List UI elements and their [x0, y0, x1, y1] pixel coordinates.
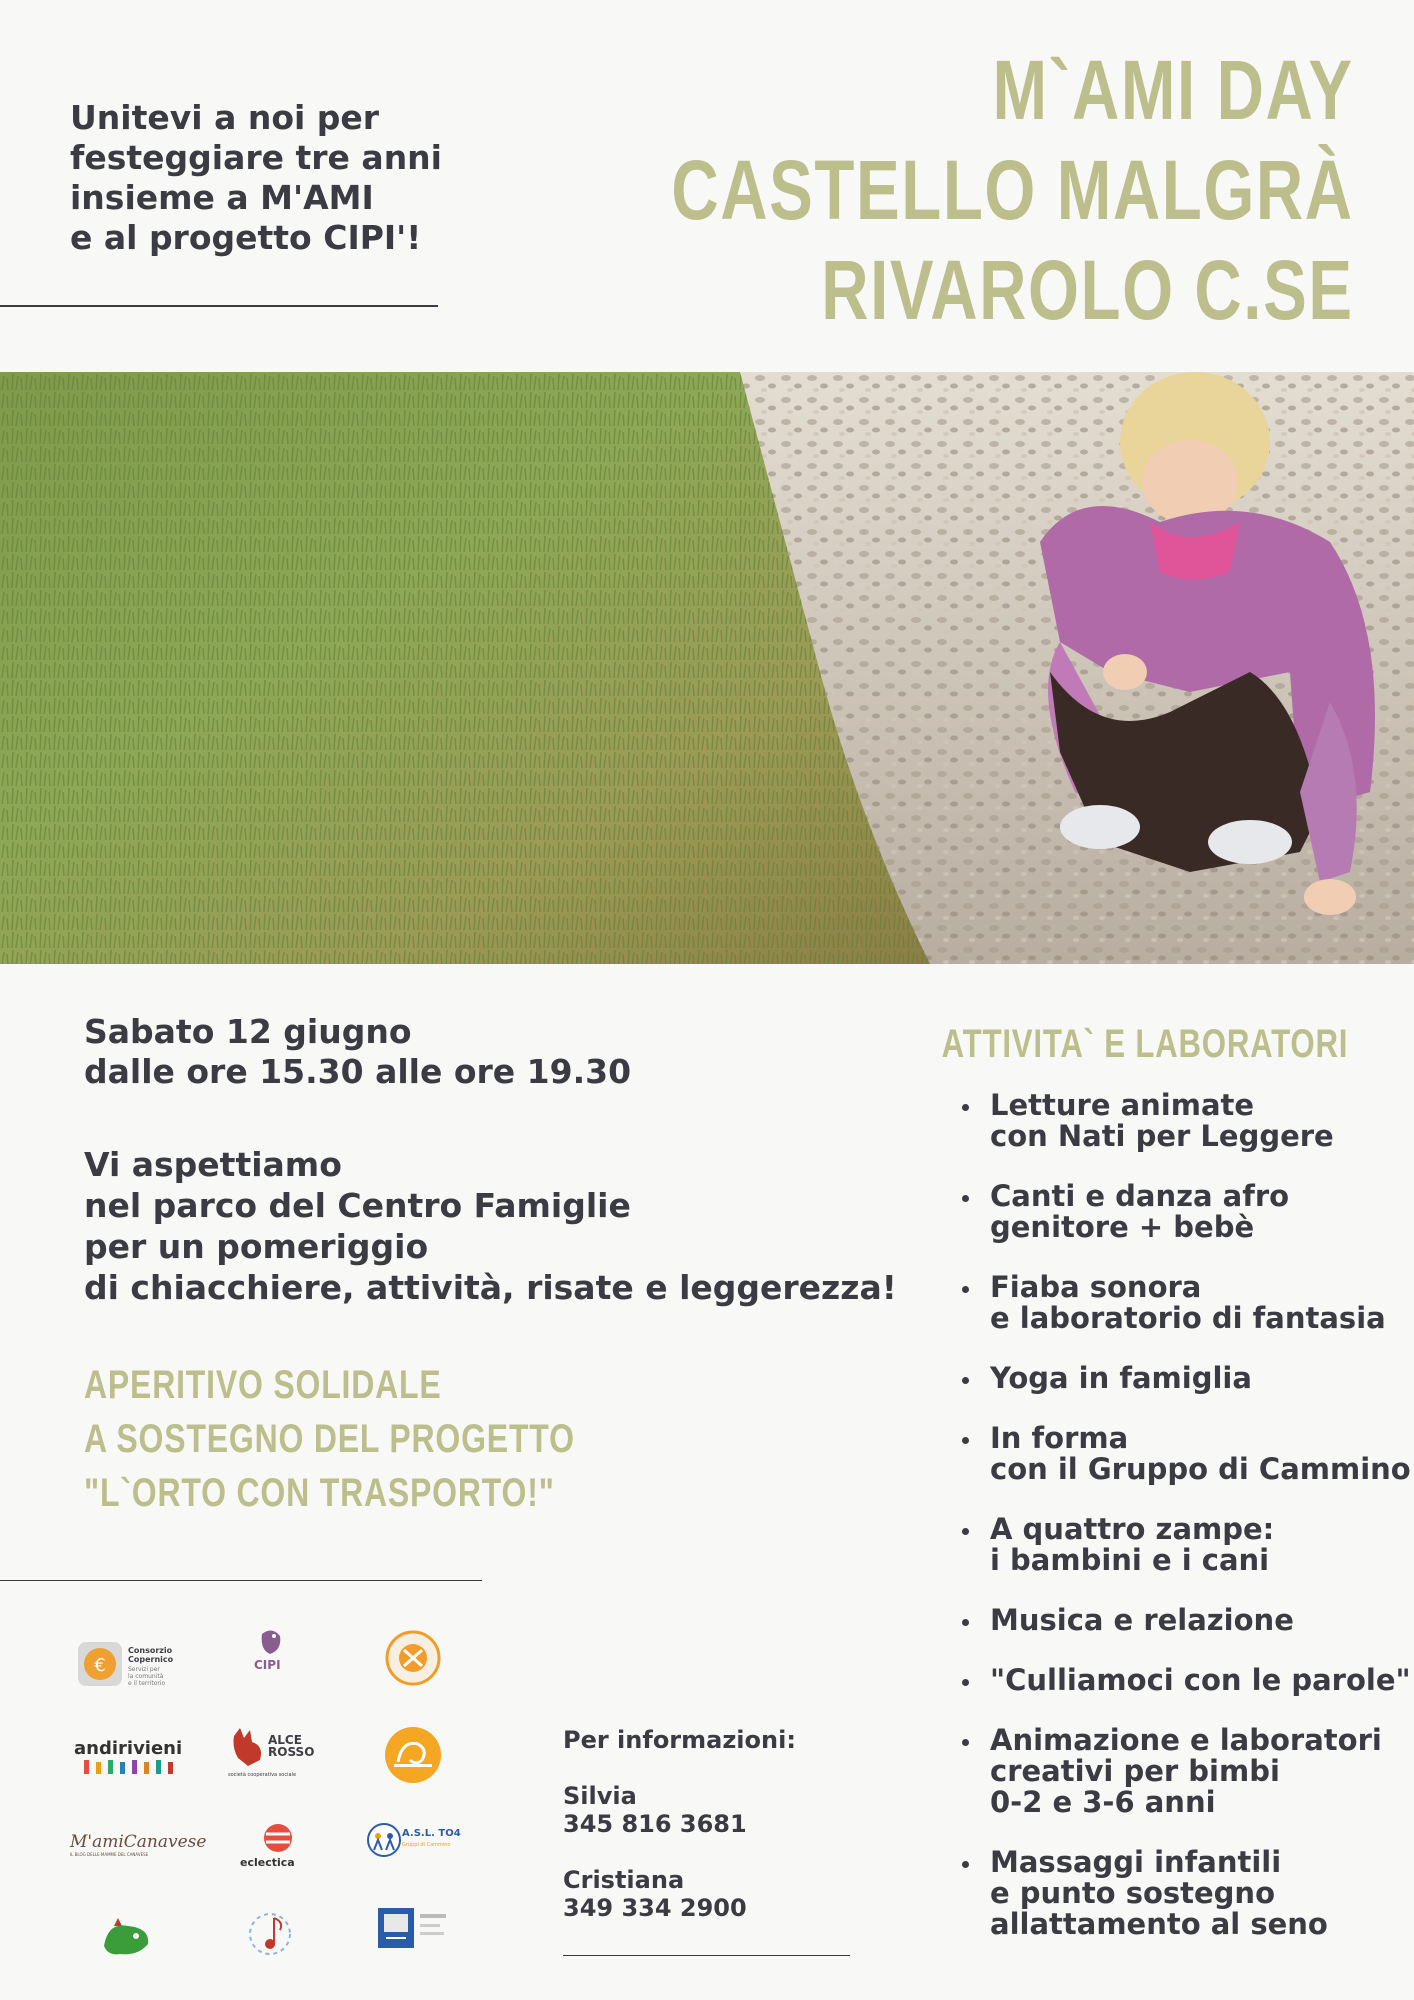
event-welcome [84, 1144, 897, 1308]
activity-item: Musica e relazione [958, 1605, 1411, 1636]
activity-item: In forma con il Gruppo di Cammino [958, 1423, 1411, 1485]
green-mascot-logo [98, 1916, 158, 1986]
welcome-line: nel parco del Centro Famiglie [84, 1186, 631, 1225]
activity-item: Yoga in famiglia [958, 1363, 1411, 1394]
activities-title: ATTIVITA` E LABORATORI [941, 1022, 1348, 1066]
activity-item: Fiaba sonora e laboratorio di fantasia [958, 1272, 1411, 1334]
contact-name: Silvia [563, 1782, 637, 1810]
headline-line: CASTELLO MALGRÀ [671, 143, 1354, 237]
event-when [84, 1012, 631, 1092]
mami-sub: IL BLOG DELLE MAMME DEL CANAVESE [70, 1852, 149, 1857]
welcome-line: Vi aspettiamo [84, 1145, 342, 1184]
headline-line: M`AMI DAY [992, 43, 1354, 137]
activity-item: Animazione e laboratori creativi per bimbi 0-2 e 3-6 anni [958, 1725, 1411, 1818]
info-divider [563, 1955, 850, 1956]
eclectica-logo [230, 1822, 330, 1892]
info-title: Per informazioni: [563, 1726, 796, 1754]
activity-item: A quattro zampe: i bambini e i cani [958, 1514, 1411, 1576]
intro-line: Unitevi a noi per [70, 98, 380, 137]
asl-title: A.S.L. TO4 [402, 1828, 461, 1839]
svg-text:€: € [94, 1655, 106, 1676]
event-time: dalle ore 15.30 alle ore 19.30 [84, 1052, 632, 1091]
intro-line: festeggiare tre anni [70, 138, 442, 177]
book-logo [376, 1904, 456, 1974]
aperitivo-line: APERITIVO SOLIDALE [84, 1363, 442, 1407]
intro-line: insieme a M'AMI [70, 178, 374, 217]
aperitivo-line: "L`ORTO CON TRASPORTO!" [84, 1471, 555, 1515]
activities-list [958, 1090, 1411, 1940]
bottom-left-divider [0, 1580, 482, 1581]
music-note-logo [240, 1904, 300, 1974]
andirivieni-logo [70, 1732, 190, 1802]
alce-rosso-title: ALCE ROSSO [268, 1733, 315, 1759]
hero-photo [0, 372, 1414, 964]
eclectica-title: eclectica [240, 1856, 295, 1869]
event-headline [672, 40, 1354, 340]
copernico-logo [76, 1632, 186, 1702]
sponsor-logos [60, 1620, 480, 1960]
copernico-sub: Servizi per la comunità e il territorio [128, 1666, 166, 1687]
cipi-logo [240, 1626, 300, 1696]
welcome-line: per un pomeriggio [84, 1227, 429, 1266]
asl-sub: Gruppi di Cammino [402, 1842, 451, 1848]
activity-item: Canti e danza afro genitore + bebè [958, 1181, 1411, 1243]
mami-title: M'amiCanavese [70, 1832, 207, 1852]
svg-text:andirivieni: andirivieni [74, 1738, 183, 1759]
contact-name: Cristiana [563, 1866, 685, 1894]
contact-phone[interactable]: 345 816 3681 [563, 1810, 747, 1838]
headline-line: RIVAROLO C.SE [821, 243, 1354, 337]
intro-divider [0, 305, 438, 307]
contact-phone[interactable]: 349 334 2900 [563, 1894, 747, 1922]
activity-item: Massaggi infantili e punto sostegno allattamento al seno [958, 1847, 1411, 1940]
aperitivo-block [84, 1358, 575, 1520]
activity-item: "Culliamoci con le parole" [958, 1665, 1411, 1696]
mami-canavese-logo [70, 1832, 207, 1902]
snail-logo [382, 1724, 448, 1794]
asl-to4-logo [366, 1820, 466, 1890]
info-block [563, 1726, 796, 1922]
aperitivo-line: A SOSTEGNO DEL PROGETTO [84, 1417, 575, 1461]
activity-item: Letture animate con Nati per Leggere [958, 1090, 1411, 1152]
event-date: Sabato 12 giugno [84, 1012, 412, 1051]
intro-text [70, 98, 510, 258]
cipi-title: CIPI [254, 1658, 281, 1672]
alce-rosso-logo [228, 1726, 328, 1796]
alce-rosso-sub: società cooperativa sociale [228, 1772, 297, 1778]
un-progetto-logo [380, 1622, 450, 1692]
copernico-title: Consorzio Copernico [128, 1646, 174, 1664]
intro-line: e al progetto CIPI'! [70, 218, 422, 257]
welcome-line: di chiacchiere, attività, risate e leggerezza! [84, 1268, 897, 1307]
